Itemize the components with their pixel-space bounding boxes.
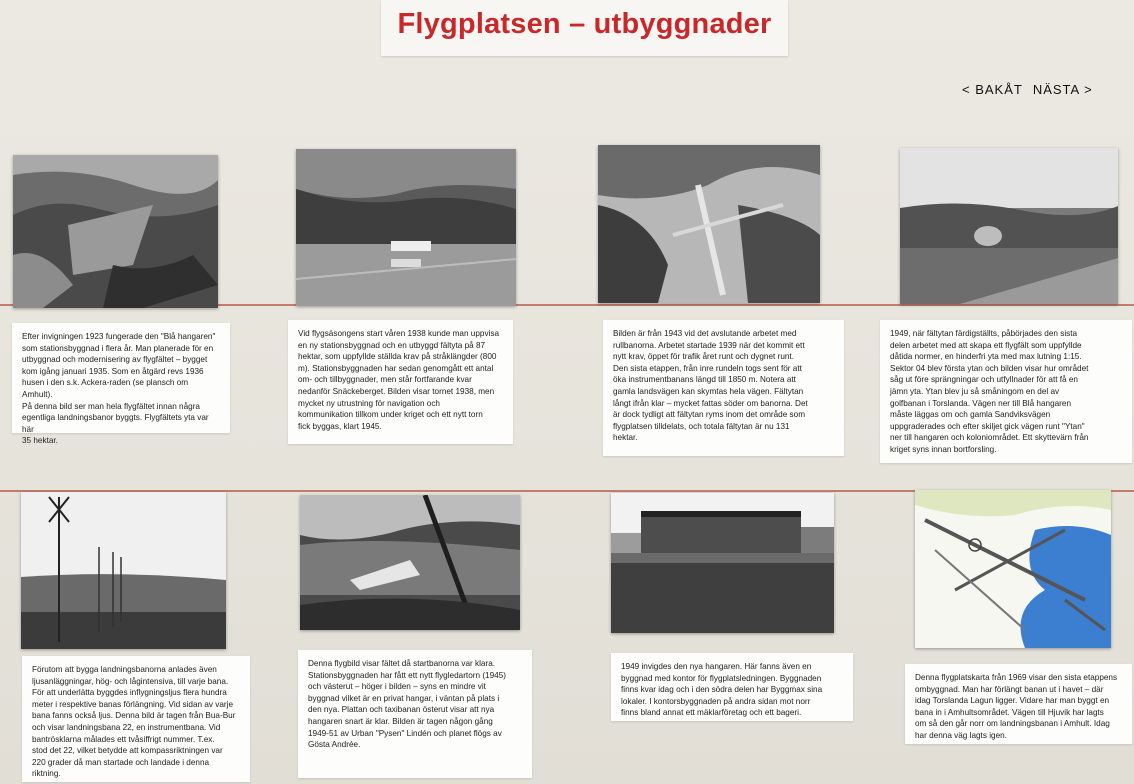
caption-card: Förutom att bygga landningsbanorna anlades även ljusanläggningar, hög- och lågintensiva, till varje bana. För att underlätta byggdes inflygningsljus flera hundra meter i respektive banas förlängning. Vid sidan av varje bana fanns också ljus. Denna bild är tagen från Bua-Bur och visar landningsbana 22, en instrumentbana. Vid bantrösklarna målades ett tvåsiffrigt nummer. T.ex. stod det 22, vilket betydde att kompassriktningen var 220 grader då man startade och landade i denna riktning. [22, 656, 250, 782]
caption-card: Vid flygsäsongens start våren 1938 kunde man uppvisa en ny stationsbyggnad och en utbyggd fältyta på 87 hektar, som uppfyllde ställda krav på stråklängder (800 m). Stationsbyggnaden har sedan genomgått ett antal om- och tillbyggnader, men står fortfarande kvar nedanför Snäckeberget. Bilden visar tornet 1938, men mycket ny utrustning för navigation och kommunikation tillkom under kriget och ett nytt torn fick byggas, klart 1945. [288, 320, 513, 444]
title-card [381, 0, 788, 56]
caption-card: 1949 invigdes den nya hangaren. Här fanns även en byggnad med kontor för flygplatsledningen. Byggnaden finns kvar idag och i den södra delen har Byggmax sina lokaler. I kontorsbyggnaden på andra sidan mot norr finns bland annat ett mäklarföretag och ett bageri. [611, 653, 853, 721]
caption-card: Efter invigningen 1923 fungerade den "Blå hangaren" som stationsbyggnad i flera år. Man planerade för en utbyggnad och modernisering av flygfältet – bygget kom igång januari 1935. Som en åtgärd revs 1936 husen i den s.k. Ackera-raden (se plansch om Amhult). På denna bild ser man hela flygfältet innan några egentliga landningsbanor byggts. Flygfältets yta var här 35 hektar. [12, 323, 230, 433]
photo-new-hangar [611, 493, 834, 633]
caption-card: Denna flygplatskarta från 1969 visar den sista etappens ombyggnad. Man har förlängt banan ut i havet – där idag Torslanda Lagun ligger. Vidare har man byggt en bana in i Amhultsområdet. Vägen till Hjuvik har lagts om så den går norr om landningsbanan i Amhult. Idag har denna väg lagts igen. [905, 664, 1132, 744]
next-link[interactable]: NÄSTA > [1032, 82, 1093, 97]
photo-aerial-1935 [13, 155, 218, 308]
nav-links [962, 82, 1103, 97]
page-title: Flygplatsen – utbyggnader [397, 8, 772, 40]
airport-map-1969 [915, 490, 1111, 648]
photo-approach-lights [21, 492, 226, 649]
photo-sector-04 [900, 148, 1118, 304]
photo-aerial-1949 [300, 495, 520, 630]
photo-runways-1943 [598, 145, 820, 303]
caption-card: Bilden är från 1943 vid det avslutande arbetet med rullbanorna. Arbetet startade 1939 när det kommit ett nytt krav, öppet för trafik året runt och dygnet runt. Den sista etappen, från inre rundeln togs sent för att öka instrumentbanans längd till 1850 m. Notera att gamla landsvägen kan skymtas hela vägen. Fältytan långt ifrån klar – mycket fattas söder om banorna. Det är dock tydligt att fältytan ryms inom det område som flygplatsen tilldelats, och totala fältytan är nu 131 hektar. [603, 320, 844, 456]
photo-station-1938 [296, 149, 516, 306]
caption-card: Denna flygbild visar fältet då startbanorna var klara. Stationsbyggnaden har fått ett nytt flygledartorn (1945) och västerut – höger i bilden – syns en mindre vit byggnad vilket är en privat hangar, i väntan på plats i den nya. Plattan och taxibanan österut visar att nya hangaren snart är klar. Bilden är tagen någon gång 1949-51 av Urban "Pysen" Lindén och planet flögs av Gösta Andrée. [298, 650, 532, 778]
back-link[interactable]: < BAKÅT [962, 82, 1023, 97]
caption-card: 1949, när fältytan färdigställts, påbörjades den sista delen arbetet med att skapa ett flygfält som uppfyllde dåtida normer, en hinderfri yta med max lutning 1:15. Sektor 04 blev första ytan och bilden visar hur området såg ut före sprängningar och utfyllnader för att få en jämn yta. Ytan blev ju så småningom en del av golfbanan i Torslanda. Vägen ner till Blå hangaren måste läggas om och gamla Sandviksvägen uppgraderades och efter skiljet gick vägen runt "Ytan" ner till hangaren och koloniområdet. Ett skyttevärn från kriget syns innan bortforsling. [880, 320, 1132, 463]
